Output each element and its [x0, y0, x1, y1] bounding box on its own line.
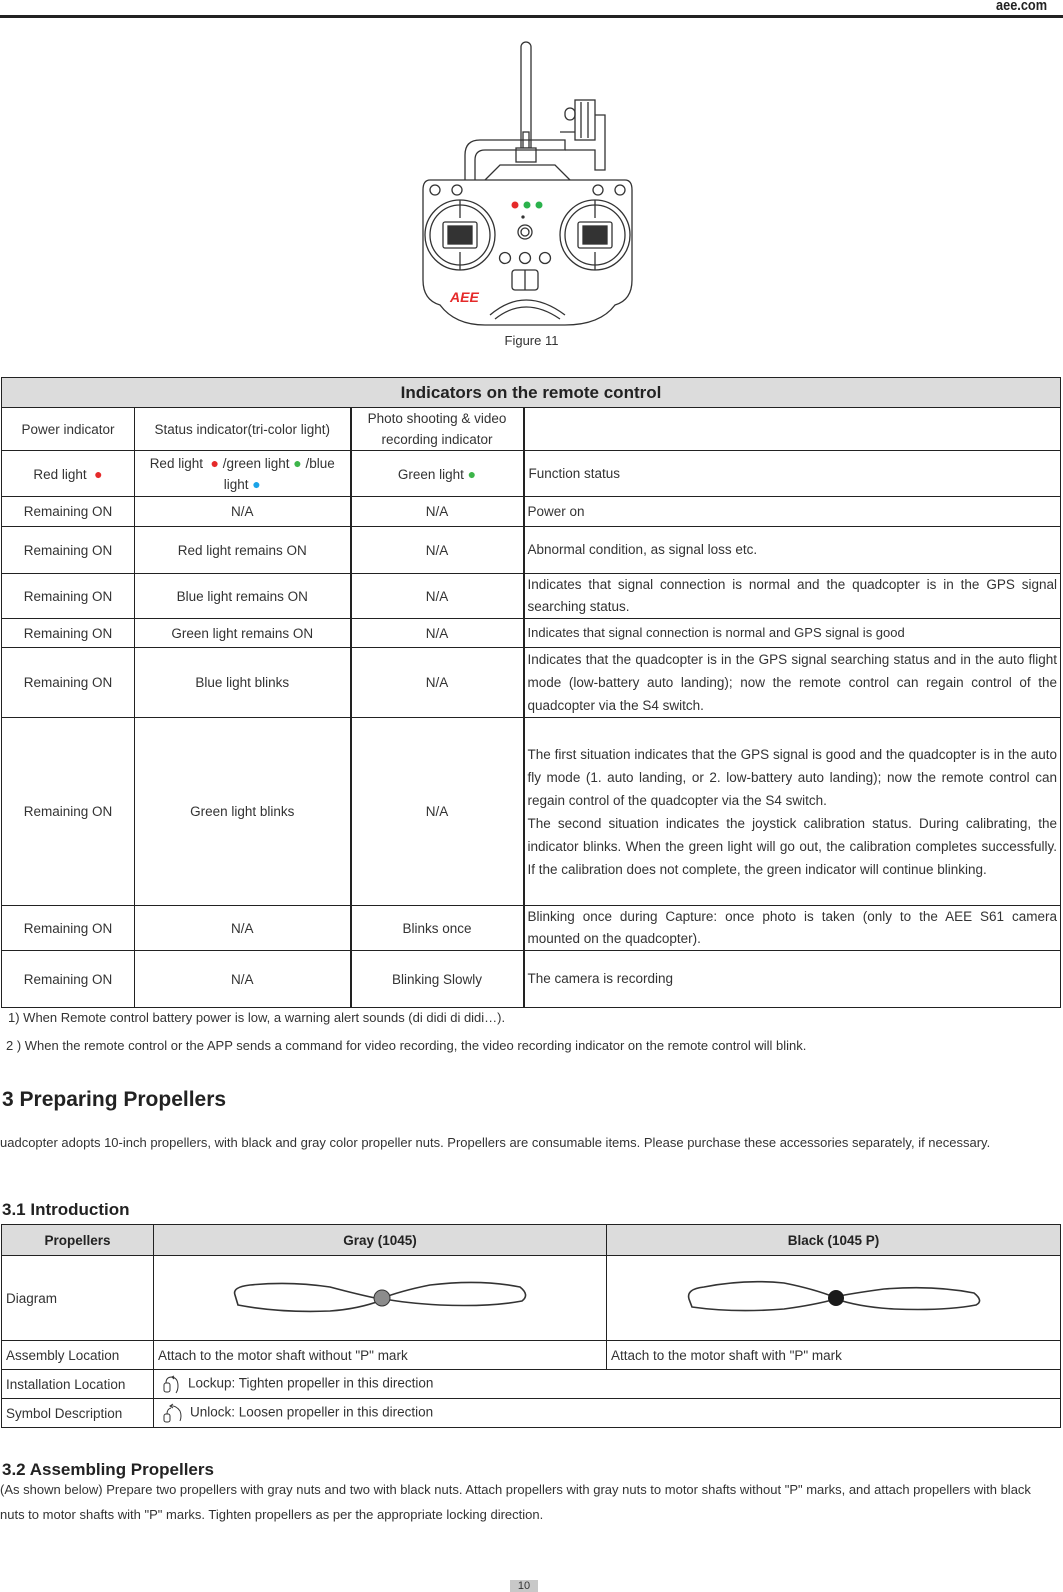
assembly-gray: Attach to the motor shaft without "P" mark [154, 1341, 607, 1370]
table-row [2, 648, 1061, 718]
cell-function [524, 718, 1061, 906]
green-dot-icon: ● [467, 465, 477, 482]
note-1: 1) When Remote control battery power is low, a warning alert sounds (di didi di didi…). [8, 1010, 506, 1025]
cell-photo: N/A [351, 527, 524, 574]
installation-cell: Lockup: Tighten propeller in this direction [154, 1370, 1061, 1399]
section-3-2-body: (As shown below) Prepare two propellers with gray nuts and two with black nuts. Attach propellers with gray nuts to motor shafts without "P" marks, and attach propellers with black nuts to motor shafts with "P" marks. Tighten propellers as per the appropriate locking direction. [0, 1482, 1031, 1522]
black-propeller-icon [684, 1277, 984, 1317]
header-photo: Photo shooting & video recording indicator [351, 408, 524, 451]
cell-power: Remaining ON [2, 718, 135, 906]
cell-status: Green light blinks [135, 718, 351, 906]
cell-photo: Blinking Slowly [351, 951, 524, 1008]
cell-photo: N/A [351, 648, 524, 718]
header-status: Status indicator(tri-color light) [135, 408, 351, 451]
sub-function: Function status [524, 451, 1061, 497]
cell-function: Indicates that signal connection is normal and GPS signal is good [524, 619, 1061, 648]
cell-function: Indicates that signal connection is normal and the quadcopter is in the GPS signal searching status. [524, 574, 1061, 619]
table-row [2, 527, 1061, 574]
assembly-black: Attach to the motor shaft with "P" mark [607, 1341, 1061, 1370]
cell-photo: N/A [351, 619, 524, 648]
cell-function: Indicates that the quadcopter is in the GPS signal searching status and in the auto flight mode (low-battery auto landing); now the remote control can regain control of the quadcopter via the S4 switch. [524, 648, 1061, 718]
installation-label: Installation Location [2, 1370, 154, 1399]
site-url: aee.com [995, 0, 1047, 14]
cell-function: Abnormal condition, as signal loss etc. [524, 527, 1061, 574]
page-number: 10 [510, 1580, 538, 1592]
cell-status: Red light remains ON [135, 527, 351, 574]
symbol-cell: Unlock: Loosen propeller in this direction [154, 1399, 1061, 1428]
header-propellers: Propellers [2, 1225, 154, 1256]
cell-function: Power on [524, 497, 1061, 527]
aee-logo: AEE [450, 289, 479, 305]
section-3-2-heading: 3.2 Assembling Propellers [2, 1460, 214, 1479]
figure-caption: Figure 11 [504, 333, 559, 348]
cell-power: Remaining ON [2, 951, 135, 1008]
red-dot-icon: ● [94, 465, 103, 482]
function-text-1: The first situation indicates that the GPS signal is good and the quadcopter is in the auto fly mode (1. auto landing, or 2. low-battery auto landing); now the remote control can regain control of the quadcopter via the S4 switch. [527, 746, 1057, 808]
gray-propeller-cell [154, 1256, 607, 1341]
table-row [2, 619, 1061, 648]
header-power: Power indicator [2, 408, 135, 451]
diagram-label: Diagram [2, 1256, 154, 1341]
table-subheader-row [2, 451, 1061, 497]
red-dot-icon: ● [210, 454, 219, 471]
cell-photo: N/A [351, 497, 524, 527]
cell-photo: N/A [351, 718, 524, 906]
header-gray: Gray (1045) [154, 1225, 607, 1256]
table-row [2, 718, 1061, 906]
header-black: Black (1045 P) [607, 1225, 1061, 1256]
cell-power: Remaining ON [2, 527, 135, 574]
sub-photo: Green light ● [351, 451, 524, 497]
header-function [524, 408, 1061, 451]
cell-power: Remaining ON [2, 648, 135, 718]
cell-status: N/A [135, 951, 351, 1008]
gray-propeller-icon [230, 1277, 530, 1317]
table-title: Indicators on the remote control [2, 378, 1061, 408]
cell-status: Blue light blinks [135, 648, 351, 718]
note-2: 2 ) When the remote control or the APP sends a command for video recording, the video recording indicator on the remote control will blink. [6, 1038, 807, 1053]
cell-status: Green light remains ON [135, 619, 351, 648]
cell-status: N/A [135, 497, 351, 527]
green-dot-icon: ● [293, 454, 302, 471]
cell-photo: Blinks once [351, 906, 524, 951]
table-row [2, 906, 1061, 951]
cell-power: Remaining ON [2, 497, 135, 527]
propellers-table [1, 1224, 1061, 1428]
cell-power: Remaining ON [2, 906, 135, 951]
black-propeller-cell [607, 1256, 1061, 1341]
section-3-1-heading: 3.1 Introduction [2, 1200, 130, 1219]
lock-rotate-icon [162, 1374, 182, 1394]
section-3-intro: uadcopter adopts 10-inch propellers, with black and gray color propeller nuts. Propellers are consumable items. Please purchase these accessories separately, if necessary. [0, 1135, 991, 1150]
assembly-label: Assembly Location [2, 1341, 154, 1370]
cell-photo: N/A [351, 574, 524, 619]
header-rule [0, 15, 1063, 18]
table-header-row [2, 408, 1061, 451]
sub-status: Red light ● /green light ● /blue light ● [135, 451, 351, 497]
cell-power: Remaining ON [2, 574, 135, 619]
unlock-rotate-icon [162, 1403, 184, 1423]
remote-control-illustration [415, 40, 640, 330]
cell-status: N/A [135, 906, 351, 951]
cell-function: Blinking once during Capture: once photo is taken (only to the AEE S61 camera mounted on the quadcopter). [524, 906, 1061, 951]
cell-status: Blue light remains ON [135, 574, 351, 619]
indicators-table [1, 377, 1061, 1008]
function-text-2: The second situation indicates the joystick calibration status. During calibrating, the indicator blinks. When the green light will go out, the calibration completes successfully. If the calibration does not complete, the green indicator will continue blinking. [527, 815, 1057, 877]
table-row [2, 497, 1061, 527]
section-3-heading: 3 Preparing Propellers [2, 1088, 227, 1111]
cell-function: The camera is recording [524, 951, 1061, 1008]
cell-power: Remaining ON [2, 619, 135, 648]
blue-dot-icon: ● [252, 475, 261, 492]
symbol-label: Symbol Description [2, 1399, 154, 1428]
table-row [2, 951, 1061, 1008]
table-row [2, 574, 1061, 619]
sub-power: Red light ● [2, 451, 135, 497]
